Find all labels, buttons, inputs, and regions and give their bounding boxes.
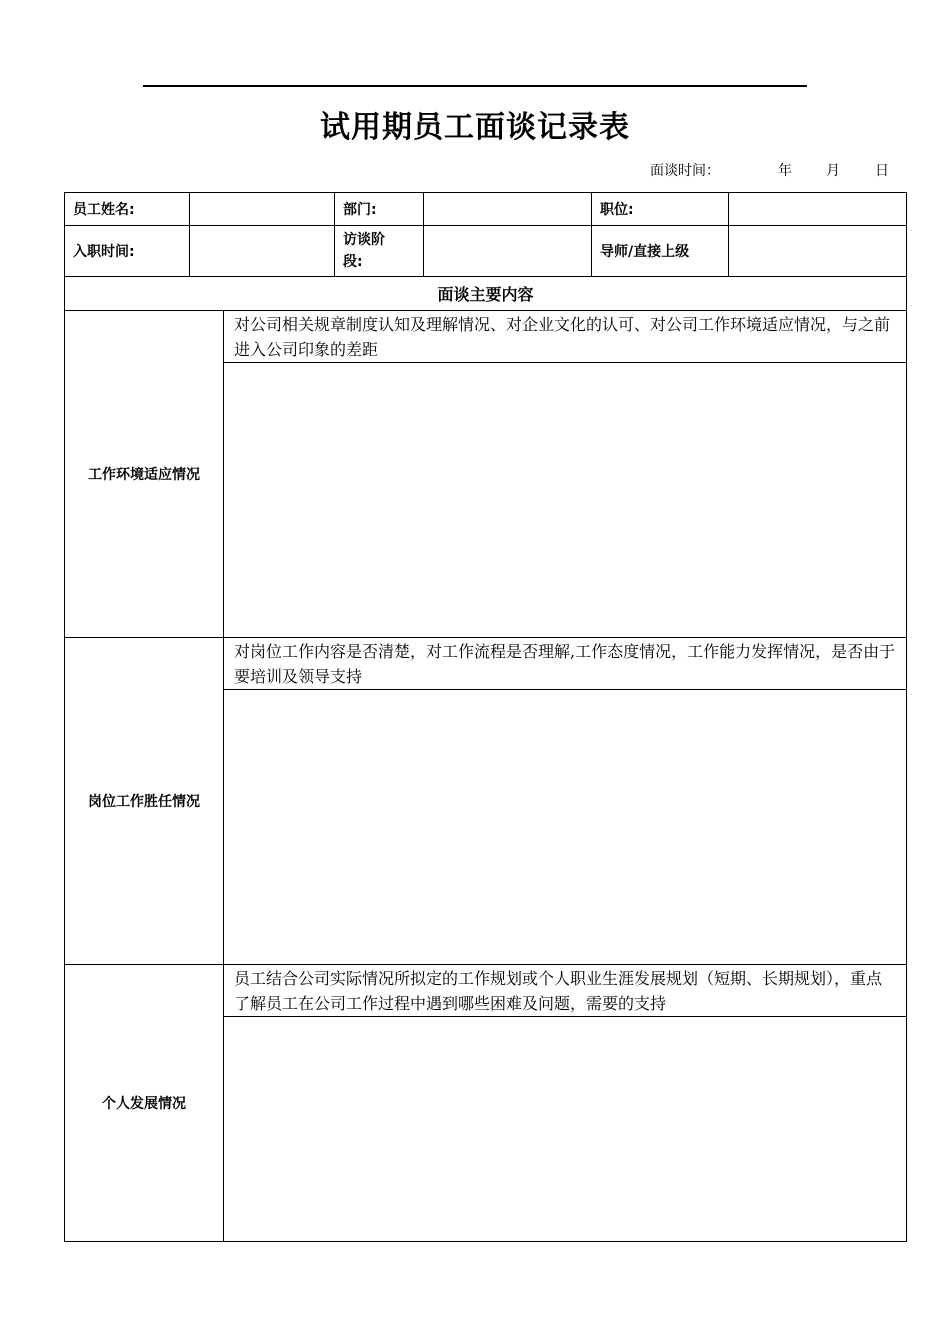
mentor-label: 导师/直接上级 [592,226,729,277]
top-rule [143,85,807,87]
mentor-field[interactable] [729,226,907,277]
interview-stage-label-line1: 访谈阶 [343,232,385,248]
section-3-label: 个人发展情况 [65,965,224,1242]
section-1-answer-area[interactable] [224,363,907,638]
position-label: 职位: [592,193,729,226]
interview-stage-label [335,226,424,277]
section-2-answer-area[interactable] [224,690,907,965]
department-label: 部门: [335,193,424,226]
info-row-2 [65,226,907,277]
info-row-1 [65,193,907,226]
interview-form-table [64,192,907,1242]
date-month-label: 月 [826,163,840,179]
section-3-prompt-row [65,965,907,1017]
page-title: 试用期员工面谈记录表 [320,110,630,145]
employee-name-label: 员工姓名: [65,193,190,226]
interview-stage-field[interactable] [424,226,592,277]
section-3-prompt: 员工结合公司实际情况所拟定的工作规划或个人职业生涯发展规划（短期、长期规划），重点了解员工在公司工作过程中遇到哪些困难及问题，需要的支持 [224,965,907,1017]
employee-name-field[interactable] [190,193,335,226]
date-year-label: 年 [778,163,792,179]
section-1-prompt-row [65,311,907,363]
interview-date-line [600,160,900,182]
section-1-label: 工作环境适应情况 [65,311,224,638]
date-day-label: 日 [875,163,889,179]
department-field[interactable] [424,193,592,226]
section-2-prompt-row [65,638,907,690]
section-3-answer-area[interactable] [224,1017,907,1242]
section-2-label: 岗位工作胜任情况 [65,638,224,965]
section-2-prompt: 对岗位工作内容是否清楚，对工作流程是否理解,工作态度情况，工作能力发挥情况，是否由于要培训及领导支持 [224,638,907,690]
section-1-prompt: 对公司相关规章制度认知及理解情况、对企业文化的认可、对公司工作环境适应情况，与之前进入公司印象的差距 [224,311,907,363]
interview-stage-label-line2: 段: [343,254,363,270]
position-field[interactable] [729,193,907,226]
section-header-row [65,277,907,311]
interview-date-label: 面谈时间： [650,163,720,179]
hire-date-label: 入职时间: [65,226,190,277]
hire-date-field[interactable] [190,226,335,277]
section-title: 面谈主要内容 [65,277,907,311]
